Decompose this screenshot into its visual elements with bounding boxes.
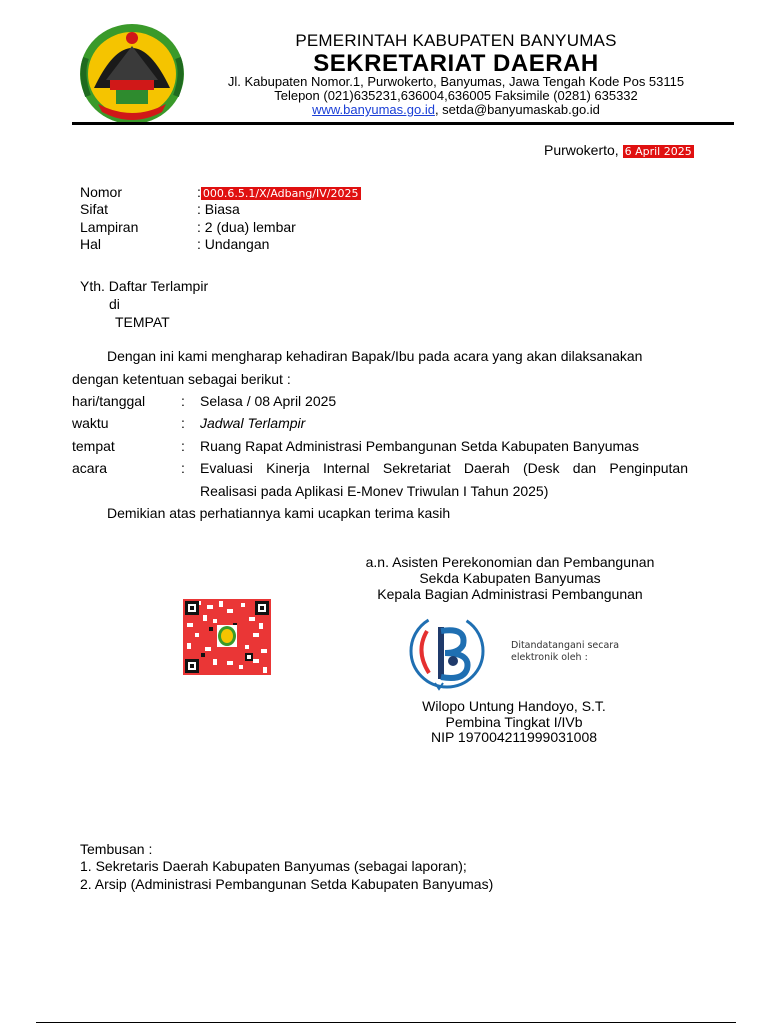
- meta-value-nomor: : 000.6.5.1/X/Adbang/IV/2025: [197, 184, 359, 200]
- office-phone: Telepon (021)635231,636004,636005 Faksimile (0281) 635332: [274, 88, 638, 103]
- meta-value-hal: : Undangan: [197, 236, 270, 252]
- closing-sentence: Demikian atas perhatiannya kami ucapkan terima kasih: [107, 505, 451, 521]
- signature-title-line-3: Kepala Bagian Administrasi Pembangunan: [377, 586, 643, 602]
- meta-value-sifat: : Biasa: [197, 201, 240, 217]
- government-name: PEMERINTAH KABUPATEN BANYUMAS: [295, 31, 617, 50]
- meta-label-lampiran: Lampiran: [80, 219, 139, 235]
- copies-title: Tembusan :: [80, 841, 153, 857]
- meta-value-lampiran: : 2 (dua) lembar: [197, 219, 296, 235]
- qr-code: [183, 599, 271, 675]
- detail-colon: :: [181, 460, 185, 476]
- detail-value-place: Ruang Rapat Administrasi Pembangunan Setda Kabupaten Banyumas: [200, 438, 639, 454]
- signature-title-line-2: Sekda Kabupaten Banyumas: [419, 570, 601, 586]
- meta-label-nomor: Nomor: [80, 184, 123, 200]
- letter-date: [544, 142, 694, 158]
- meta-label-hal: Hal: [80, 236, 102, 252]
- detail-colon: :: [181, 415, 185, 431]
- letterhead-divider: [72, 122, 734, 125]
- esign-caption-line-2: elektronik oleh :: [511, 652, 588, 663]
- copies-item-2: 2. Arsip (Administrasi Pembangunan Setda Kabupaten Banyumas): [80, 876, 494, 892]
- copies-item-1: 1. Sekretaris Daerah Kabupaten Banyumas (sebagai laporan);: [80, 858, 467, 874]
- meta-label-sifat: Sifat: [80, 201, 109, 217]
- detail-value-time: Jadwal Terlampir: [200, 415, 306, 431]
- electronic-signature-seal-icon: [405, 609, 505, 693]
- page-bottom-line: [36, 1022, 736, 1023]
- date-place: Purwokerto,: [544, 142, 619, 158]
- signer-name: Wilopo Untung Handoyo, S.T.: [422, 698, 606, 714]
- letter-number: 000.6.5.1/X/Adbang/IV/2025: [202, 187, 359, 200]
- recipient-line-2: di: [109, 296, 120, 312]
- office-contact: [196, 102, 716, 117]
- detail-value-date: Selasa / 08 April 2025: [200, 393, 337, 409]
- detail-label-date: hari/tanggal: [72, 393, 146, 409]
- date-value: 6 April 2025: [624, 145, 692, 158]
- recipient-line-1: Yth. Daftar Terlampir: [80, 278, 209, 294]
- signer-rank: Pembina Tingkat I/IVb: [445, 714, 583, 730]
- office-address: Jl. Kabupaten Nomor.1, Purwokerto, Banyumas, Jawa Tengah Kode Pos 53115: [227, 74, 685, 89]
- detail-label-event: acara: [72, 460, 108, 476]
- body-paragraph-2: dengan ketentuan sebagai berikut :: [72, 371, 291, 387]
- website-link[interactable]: www.banyumas.go.id: [312, 102, 435, 117]
- detail-colon: :: [181, 438, 185, 454]
- email-text: , setda@banyumaskab.go.id: [434, 102, 600, 117]
- banyumas-coat-of-arms-logo: [76, 18, 188, 130]
- detail-value-event-line-1: Evaluasi Kinerja Internal Sekretariat Daerah (Desk dan Penginputan: [200, 460, 688, 476]
- signature-title-line-1: a.n. Asisten Perekonomian dan Pembangunan: [365, 554, 655, 570]
- detail-label-place: tempat: [72, 438, 115, 454]
- detail-label-time: waktu: [72, 415, 109, 431]
- body-paragraph-1: Dengan ini kami mengharap kehadiran Bapak/Ibu pada acara yang akan dilaksanakan: [107, 348, 643, 364]
- esign-caption-line-1: Ditandatangani secara: [511, 640, 620, 651]
- office-name: SEKRETARIAT DAERAH: [313, 50, 599, 77]
- signer-nip: NIP 197004211999031008: [430, 729, 598, 745]
- detail-colon: :: [181, 393, 185, 409]
- recipient-line-3: TEMPAT: [115, 314, 170, 330]
- detail-value-event-line-2: Realisasi pada Aplikasi E-Monev Triwulan I Tahun 2025): [200, 483, 549, 499]
